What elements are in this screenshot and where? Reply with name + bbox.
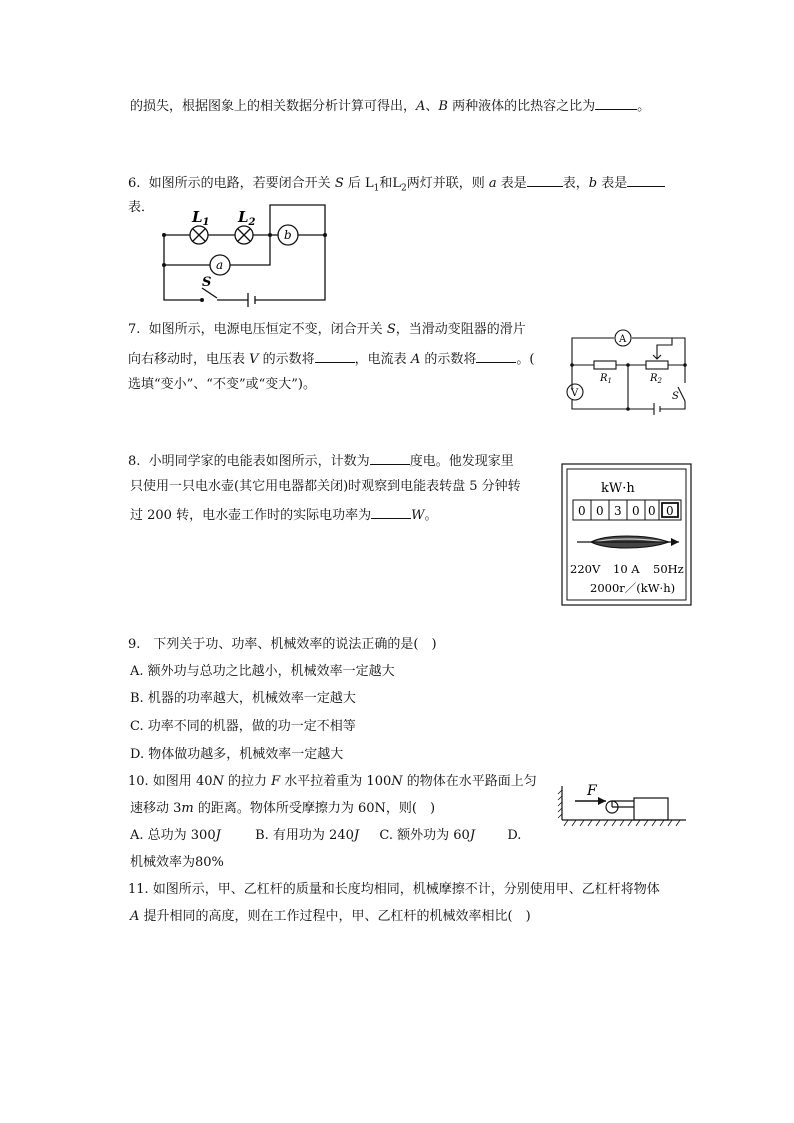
q7-r1-label: $R_1$ [600, 373, 612, 385]
q10-options [130, 827, 521, 845]
q9-option-b[interactable]: B. 机器的功率越大，机械效率一定越大 [130, 691, 356, 706]
q11-line-2 [130, 908, 531, 926]
q7-ammeter-a: A [410, 352, 421, 367]
q6-meter-b: b [588, 176, 598, 191]
q7-text-1b: ，当滑动变阻器的滑片 [395, 322, 526, 337]
q5-text-1: 的损失，根据图象上的相关数据分析计算可得出， [130, 99, 417, 114]
q7-r2-label: $R_2$ [650, 373, 662, 385]
q6-text-7: 表是 [597, 176, 628, 191]
q9-option-c[interactable]: C. 功率不同的机器，做的功一定不相等 [130, 719, 356, 734]
q8-text-3b: 。 [424, 508, 438, 523]
q8-meter-current: 10 A [613, 562, 640, 576]
q7-text-2b: 的示数将 [258, 352, 315, 367]
q5-sep: 、 [425, 99, 439, 114]
q10-force-f: F [271, 774, 281, 789]
q7-text-1: 如图所示，电源电压恒定不变，闭合开关 [148, 322, 387, 337]
q10-unit-j3: J [469, 828, 476, 843]
q11-text-2: 提升相同的高度，则在工作过程中，甲、乙杠杆的机械效率相比( ) [139, 909, 531, 924]
q6-sub-1: 1 [373, 183, 380, 194]
q10-unit-n2: N [391, 774, 403, 789]
q7-switch-s: S [386, 322, 396, 337]
q11-line-1: 11. 如图所示，甲、乙杠杆的质量和长度均相同，机械摩擦不计，分别使用甲、乙杠杆将物体 [128, 882, 660, 897]
q6-lamp-l2-label: $L_2$ [238, 208, 256, 228]
q6-blank-a[interactable] [527, 173, 563, 187]
q6-text-4: 两灯并联，则 [406, 176, 489, 191]
q10-text-1b: 的拉力 [223, 774, 272, 789]
q6-switch-label: S [202, 275, 212, 290]
q8-text-1a: 小明同学家的电能表如图所示，计数为 [148, 454, 370, 469]
q6-text-2: 后 L [343, 176, 374, 191]
q6-text-1: 如图所示的电路，若要闭合开关 [148, 176, 335, 191]
q8-text-2: 只使用一只电水壶(其它用电器都关闭)时观察到电能表转盘 5 分钟转 [130, 479, 521, 494]
q10-unit-m: m [181, 801, 194, 816]
q8-text-1b: 度电。他发现家里 [409, 454, 514, 469]
q7-line-3 [128, 376, 316, 394]
q8-blank-power[interactable] [371, 505, 411, 519]
q7-switch-label: S [672, 391, 679, 402]
q8-digit-1: 0 [578, 504, 586, 518]
q5-answer-blank[interactable] [595, 96, 637, 110]
q6-switch-s: S [334, 176, 344, 191]
q5-tail-line [130, 96, 650, 116]
q7-blank-v[interactable] [315, 349, 355, 363]
q8-digit-4: 0 [632, 504, 640, 518]
q8-line-2 [130, 478, 521, 496]
q6-line-1 [128, 173, 665, 198]
q10-option-c-text: C. 额外功为 60 [379, 828, 470, 843]
q10-option-d[interactable]: D. [507, 828, 522, 843]
q7-text-2c: ，电流表 [354, 352, 411, 367]
q7-blank-a[interactable] [476, 349, 516, 363]
q9-stem: 9. 下列关于功、功率、机械效率的说法正确的是( ) [128, 637, 437, 652]
q10-unit-j1: J [215, 828, 221, 843]
q10-option-d-cont[interactable]: 机械效率为80% [130, 855, 224, 870]
q10-option-c[interactable] [379, 828, 475, 843]
q8-meter-voltage: 220V [570, 562, 601, 576]
q10-unit-n1: N [212, 774, 224, 789]
q6-lamp-l1-label: $L_1$ [192, 208, 210, 228]
q8-blank-reading[interactable] [370, 451, 410, 465]
q8-digit-3: 3 [614, 504, 622, 518]
q10-unit-j2: J [353, 828, 360, 843]
q7-text-2e: 。( [516, 352, 535, 367]
q8-line-1 [128, 451, 514, 471]
q8-unit-w: W [411, 508, 425, 523]
q8-meter-unit: kW·h [601, 481, 635, 496]
q8-text-3a: 过 200 转，电水壶工作时的实际电功率为 [130, 508, 372, 523]
q10-option-b[interactable] [255, 828, 359, 843]
q6-text-5: 表是 [496, 176, 527, 191]
q8-meter-frequency: 50Hz [653, 562, 684, 576]
q6-circuit-diagram [150, 200, 350, 310]
q10-force-label: F [587, 783, 597, 799]
q8-meter-constant: 2000r／(kW·h) [590, 581, 676, 595]
q7-circuit-diagram [562, 325, 702, 425]
q7-text-2d: 的示数将 [420, 352, 477, 367]
q10-text-1d: 的物体在水平路面上匀 [402, 774, 537, 789]
q10-option-b-text: B. 有用功为 240 [255, 828, 354, 843]
q6-text-3: 和L [379, 176, 401, 191]
q6-meter-a: a [488, 176, 497, 191]
q6-sub-2: 2 [401, 183, 407, 194]
q6-number: 6. [128, 176, 141, 191]
q6-text-cont: 表． [128, 200, 155, 215]
q10-text-2a: 速移动 3 [130, 801, 182, 816]
q5-liquid-a: A [416, 99, 426, 114]
q10-text-2b: 的距离。物体所受摩擦力为 60N，则( ) [193, 801, 436, 816]
q9-option-d[interactable]: D. 物体做功越多，机械效率一定越大 [130, 747, 344, 762]
q7-number: 7. [128, 322, 141, 337]
q9-option-a[interactable]: A. 额外功与总功之比越小，机械效率一定越大 [130, 664, 395, 679]
q6-meter-b-label: b [284, 228, 292, 242]
q5-liquid-b: B [438, 99, 448, 114]
q10-pull-diagram [558, 782, 690, 830]
q7-line-2 [128, 349, 534, 369]
q8-energy-meter [561, 463, 693, 608]
q10-line-1 [128, 773, 537, 791]
q11-object-a: A [130, 909, 140, 924]
q5-text-4: 。 [637, 99, 651, 114]
q10-text-1c: 水平拉着重为 100 [280, 774, 392, 789]
q6-blank-b[interactable] [627, 173, 665, 187]
q5-text-3: 两种液体的比热容之比为 [447, 99, 596, 114]
q6-text-6: 表， [562, 176, 589, 191]
q10-option-a[interactable] [130, 828, 221, 843]
q7-line-1 [128, 321, 526, 339]
q7-voltmeter-v: V [249, 352, 259, 367]
q7-ammeter-label: A [619, 334, 627, 345]
q10-option-a-text: A. 总功为 300 [130, 828, 216, 843]
q7-voltmeter-label: V [571, 388, 579, 399]
q8-line-3 [130, 505, 437, 525]
q8-digit-5: 0 [648, 504, 656, 518]
q10-line-2 [130, 800, 435, 818]
q6-meter-a-label: a [216, 258, 224, 272]
q7-text-3: 选填“变小”、“不变”或“变大”)。 [128, 377, 316, 392]
q10-text-1a: 10. 如图用 40 [128, 774, 213, 789]
q8-digit-6: 0 [666, 504, 674, 518]
q8-digit-2: 0 [596, 504, 604, 518]
q7-text-2a: 向右移动时，电压表 [128, 352, 250, 367]
q8-number: 8. [128, 454, 141, 469]
